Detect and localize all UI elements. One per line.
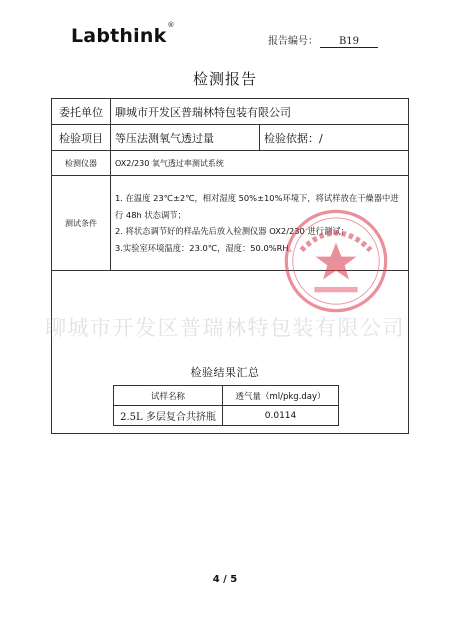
- report-number: [268, 32, 378, 48]
- instrument-label: 检测仪器: [52, 151, 111, 176]
- client-value: 聊城市开发区普瑞林特包装有限公司: [111, 99, 409, 125]
- page-number: 4 / 5: [212, 574, 238, 585]
- logo-text: Labthink: [71, 25, 167, 47]
- condition-item: 1. 在温度 23℃±2℃，相对湿度 50%±10%环境下，将试样放在干燥器中进行 48h 状态调节；: [115, 193, 399, 220]
- permeability-cell: 0.0114: [223, 406, 339, 426]
- report-number-label: 报告编号：: [268, 36, 318, 47]
- col-permeability: 透气量（ml/pkg.day）: [223, 386, 339, 406]
- results-title: 检验结果汇总: [190, 366, 260, 379]
- labthink-logo: [71, 21, 175, 47]
- condition-item: 3.实验室环境温度：23.0℃，湿度：50.0%RH。: [115, 242, 297, 253]
- instrument-value: OX2/230 氧气透过率测试系统: [111, 151, 409, 176]
- watermark-text: 聊城市开发区普瑞林特包装有限公司: [45, 316, 405, 340]
- table-row: [114, 406, 339, 426]
- registered-mark: ®: [167, 21, 175, 29]
- results-table: [113, 385, 339, 426]
- results-header-row: [114, 386, 339, 406]
- item-row: [52, 125, 409, 151]
- client-label: 委托单位: [52, 99, 111, 125]
- condition-item: 2. 将状态调节好的样品先后放入检测仪器 OX2/230 进行测试；: [115, 226, 349, 236]
- col-sample-name: 试样名称: [114, 386, 223, 406]
- red-seal-stamp: [282, 207, 390, 315]
- item-value: 等压法测氧气透过量: [111, 125, 260, 151]
- sample-name-cell: 2.5L 多层复合共挤瓶: [114, 406, 223, 426]
- page-title: 检测报告: [192, 70, 257, 88]
- conditions-label: 测试条件: [52, 176, 111, 271]
- instrument-row: [52, 151, 409, 176]
- report-number-value: B19: [320, 36, 378, 48]
- basis-label: 检验依据：/: [260, 125, 409, 151]
- client-row: [52, 99, 409, 125]
- item-label: 检验项目: [52, 125, 111, 151]
